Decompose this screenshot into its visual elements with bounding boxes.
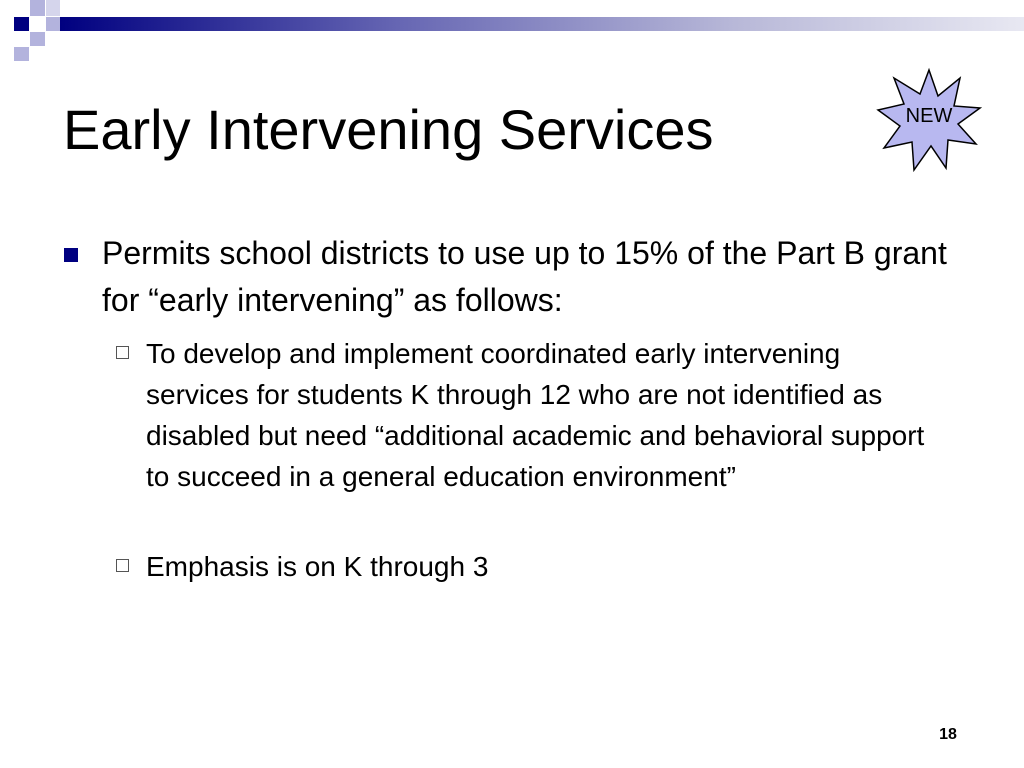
corner-square-icon bbox=[30, 32, 45, 46]
corner-square-icon bbox=[30, 0, 45, 16]
sub-bullet-text: To develop and implement coordinated early intervening services for students K through 12 who are not identified as disabled but need “additional academic and behavioral support to succeed in a general education environment” bbox=[146, 338, 925, 492]
hollow-square-icon bbox=[116, 559, 129, 572]
filled-square-icon bbox=[64, 248, 78, 262]
corner-square-icon bbox=[46, 0, 60, 16]
corner-square-icon bbox=[14, 47, 29, 61]
header-gradient-bar bbox=[60, 17, 1024, 31]
corner-square-icon bbox=[14, 17, 29, 31]
page-title: Early Intervening Services bbox=[63, 98, 714, 161]
corner-square-icon bbox=[46, 17, 60, 31]
sub-bullet-text: Emphasis is on K through 3 bbox=[146, 551, 489, 582]
bullet-text: Permits school districts to use up to 15% of the Part B grant for “early intervening” as follows: bbox=[102, 235, 947, 318]
slide-number: 18 bbox=[939, 726, 957, 743]
hollow-square-icon bbox=[116, 346, 129, 359]
new-badge-label: NEW bbox=[905, 105, 953, 127]
new-badge bbox=[876, 66, 982, 172]
